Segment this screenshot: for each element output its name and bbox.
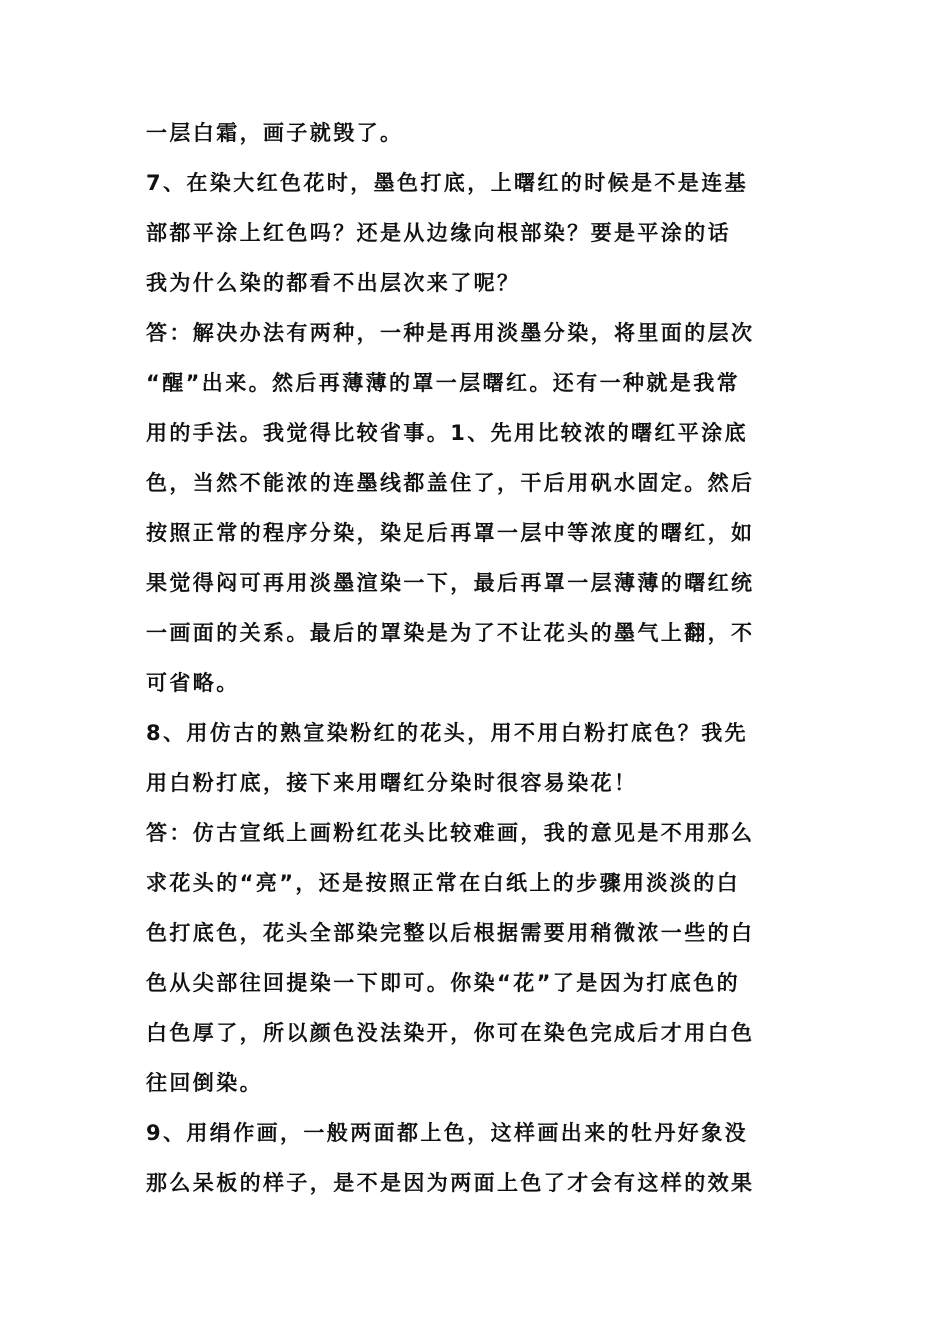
text-line-5: 答：解决办法有两种，一种是再用淡墨分染，将里面的层次 [146,321,755,345]
text-line-14: 用白粉打底，接下来用曙红分染时很容易染花！ [146,771,638,795]
text-line-19: 白色厚了，所以颜色没法染开，你可在染色完成后才用白色 [146,1021,755,1045]
text-line-10: 果觉得闷可再用淡墨渲染一下，最后再罩一层薄薄的曙红统 [146,571,755,595]
text-line-3: 部都平涂上红色吗？还是从边缘向根部染？要是平涂的话 [146,221,731,245]
text-line-7: 用的手法。我觉得比较省事。1、先用比较浓的曙红平涂底 [146,421,749,445]
text-line-9: 按照正常的程序分染，染足后再罩一层中等浓度的曙红，如 [146,521,755,545]
text-line-20: 往回倒染。 [146,1071,263,1095]
text-line-15: 答：仿古宣纸上画粉红花头比较难画，我的意见是不用那么 [146,821,755,845]
text-line-16: 求花头的“亮”，还是按照正常在白纸上的步骤用淡淡的白 [146,871,741,895]
text-line-4: 我为什么染的都看不出层次来了呢？ [146,271,521,295]
text-line-1: 一层白霜，画子就毁了。 [146,121,404,145]
text-line-12: 可省略。 [146,671,240,695]
text-line-22: 那么呆板的样子，是不是因为两面上色了才会有这样的效果 [146,1171,755,1195]
text-line-17: 色打底色，花头全部染完整以后根据需要用稍微浓一些的白 [146,921,755,945]
text-line-21: 9、用绢作画，一般两面都上色，这样画出来的牡丹好象没 [146,1121,749,1145]
text-line-6: “醒”出来。然后再薄薄的罩一层曙红。还有一种就是我常 [146,371,741,395]
text-line-13: 8、用仿古的熟宣染粉红的花头，用不用白粉打底色？我先 [146,721,749,745]
text-line-2: 7、在染大红色花时，墨色打底，上曙红的时候是不是连基 [146,171,749,195]
text-line-18: 色从尖部往回提染一下即可。你染“花”了是因为打底色的 [146,971,741,995]
document-body [146,108,818,1208]
text-line-11: 一画面的关系。最后的罩染是为了不让花头的墨气上翻，不 [146,621,755,645]
text-line-8: 色，当然不能浓的连墨线都盖住了，干后用矾水固定。然后 [146,471,755,495]
